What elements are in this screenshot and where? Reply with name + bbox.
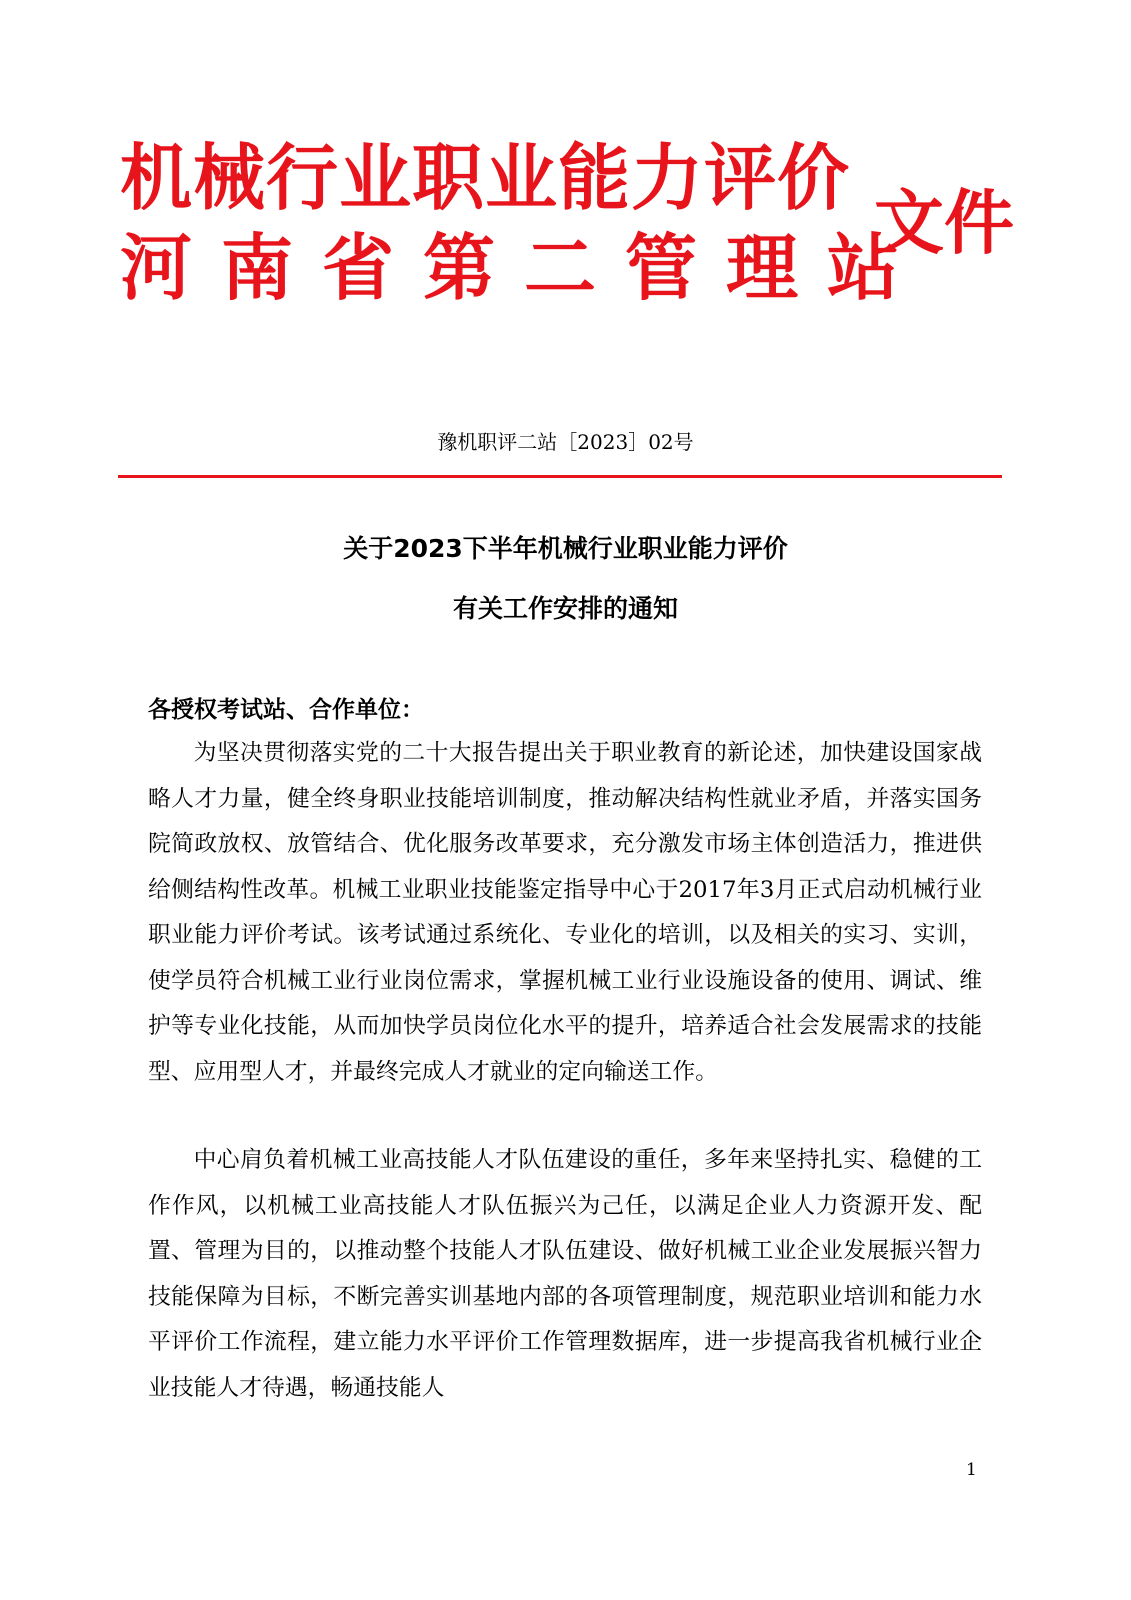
document-title-line2: 有关工作安排的通知 <box>452 594 678 623</box>
issuer-name-line2: 河南省第二管理站 <box>120 226 929 310</box>
red-divider <box>118 475 1002 478</box>
document-title-line1: 关于2023下半年机械行业职业能力评价 <box>343 534 788 563</box>
document-number: 豫机职评二站［2023］02号 <box>437 430 694 454</box>
body-paragraph: 为坚决贯彻落实党的二十大报告提出关于职业教育的新论述，加快建设国家战略人才力量，健全终身职业技能培训制度，推动解决结构性就业矛盾，并落实国务院简政放权、放管结合、优化服务改革要求，充分激发市场主体创造活力，推进供给侧结构性改革。机械工业职业技能鉴定指导中心于2017年3月正式启动机械行业职业能力评价考试。该考试通过系统化、专业化的培训，以及相关的实习、实训，使学员符合机械工业行业岗位需求，掌握机械工业行业设施设备的使用、调试、维护等专业化技能，从而加快学员岗位化水平的提升，培养适合社会发展需求的技能型、应用型人才，并最终完成人才就业的定向输送工作。 <box>148 740 982 1085</box>
salutation: 各授权考试站、合作单位： <box>148 697 424 723</box>
page-number: 1 <box>966 1460 977 1480</box>
document-type-label: 文件 <box>874 182 1014 264</box>
issuer-name-line1: 机械行业职业能力评价 <box>120 136 851 220</box>
body-paragraph: 中心肩负着机械工业高技能人才队伍建设的重任，多年来坚持扎实、稳健的工作作风，以机械工业高技能人才队伍振兴为己任，以满足企业人力资源开发、配置、管理为目的，以推动整个技能人才队伍建设、做好机械工业企业发展振兴智力技能保障为目标，不断完善实训基地内部的各项管理制度，规范职业培训和能力水平评价工作流程，建立能力水平评价工作管理数据库，进一步提高我省机械行业企业技能人才待遇，畅通技能人 <box>148 1147 982 1401</box>
